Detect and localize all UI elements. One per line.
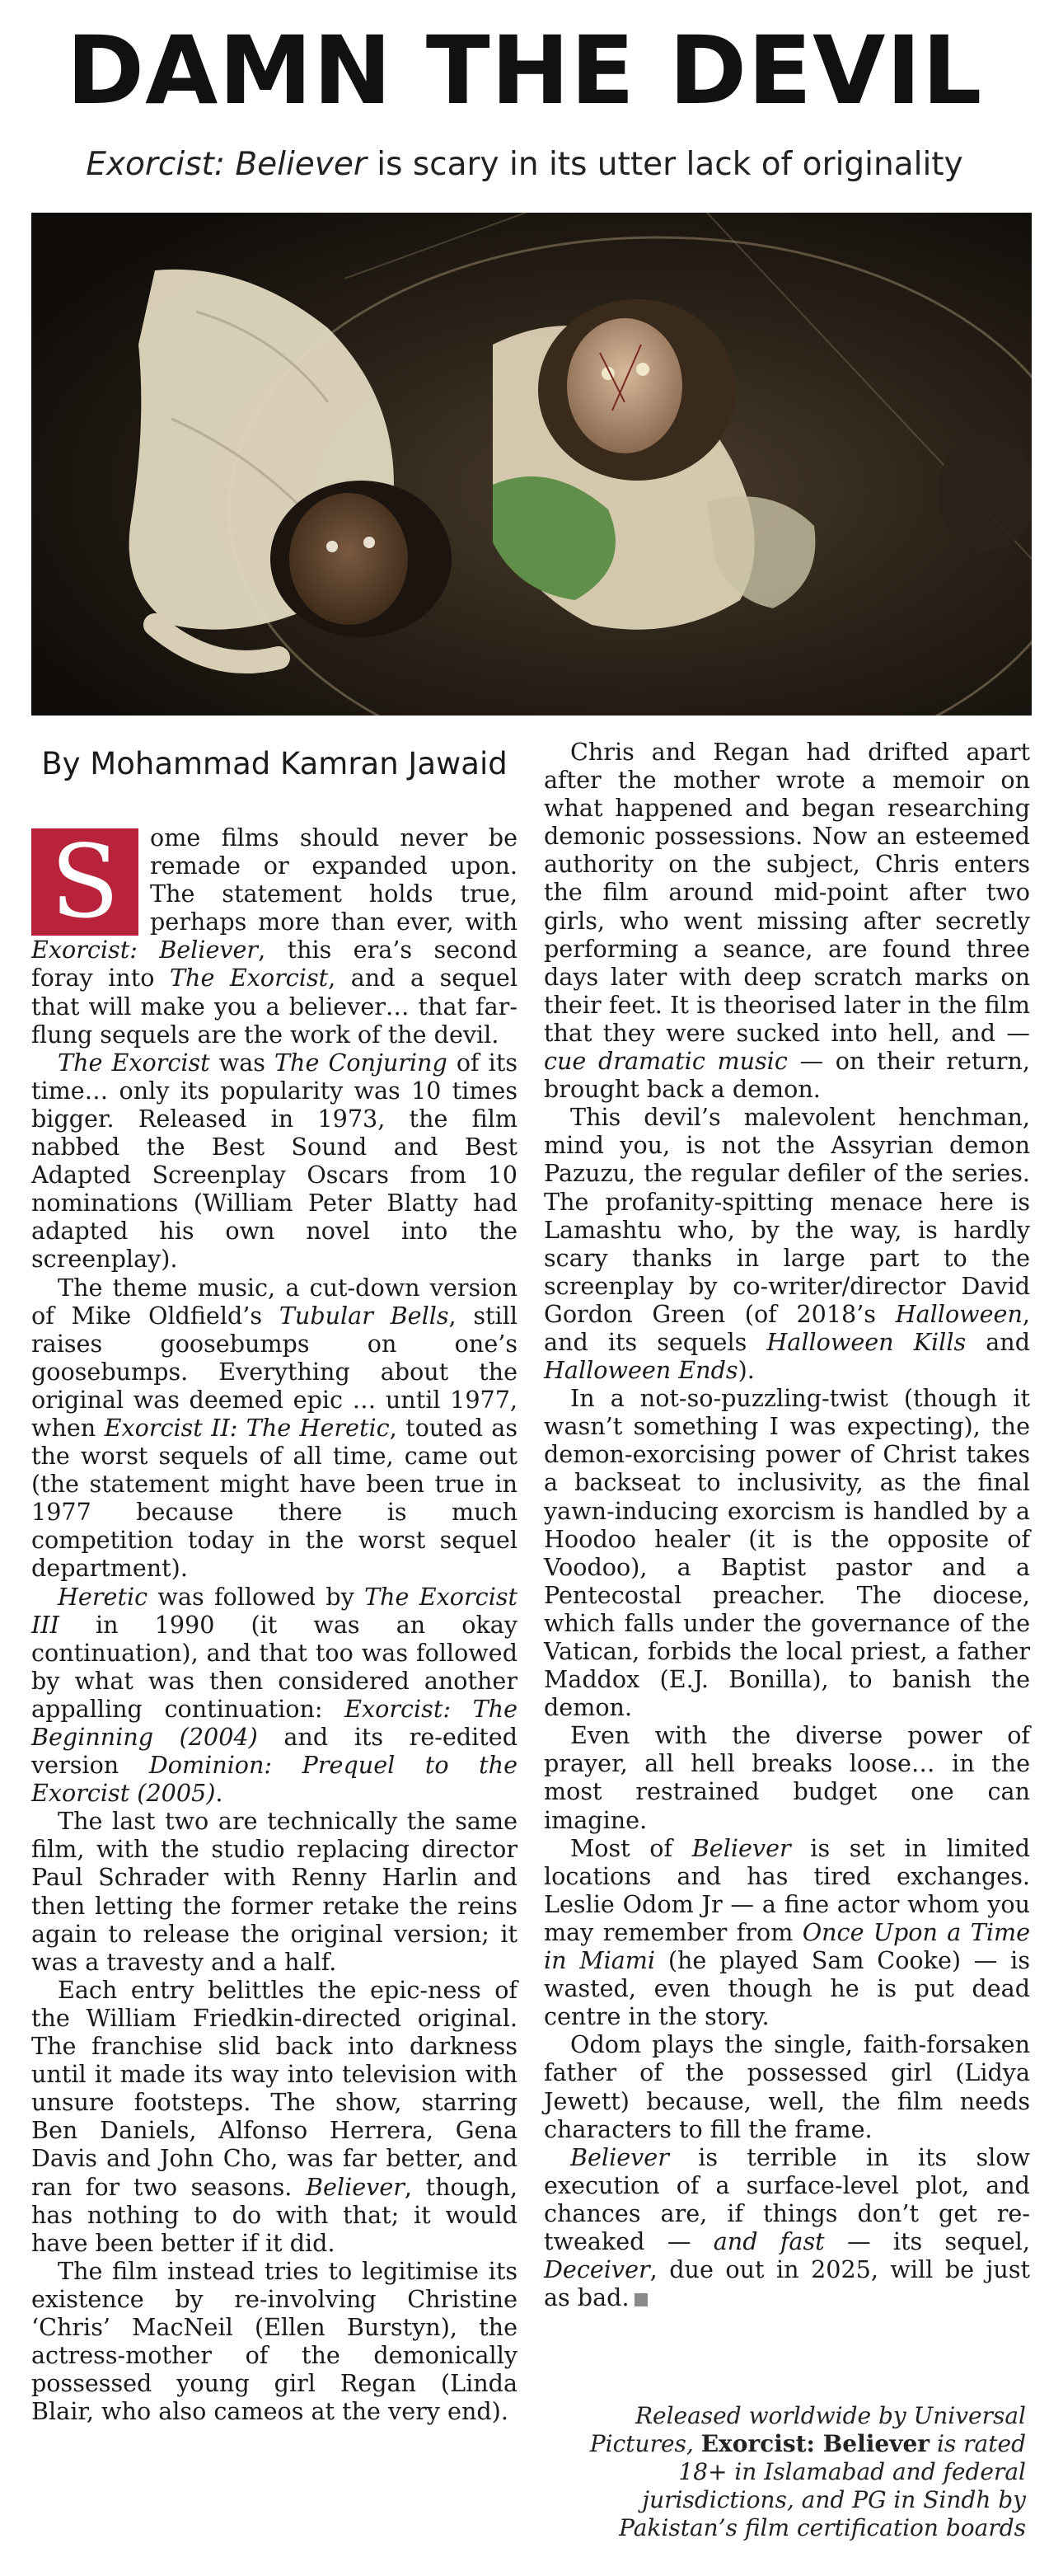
text-run: was <box>209 1048 274 1077</box>
article-paragraph: Even with the diverse power of prayer, all hell breaks loose… in the most restrained budget one can imagine. <box>544 1721 1030 1834</box>
text-run: is terrible in its slow execution of a surface-level plot, and chances are, if things don’t get re-tweaked — <box>544 2142 1030 2255</box>
subhead-title: Exorcist: Believer <box>86 146 367 183</box>
article-paragraph: In a not-so-puzzling-twist (though it wasn’t something I was expecting), the demon-exorcising power of Christ takes a backseat to inclusivity, as the final yawn-inducing exorcism is handled by a Hoodoo healer (it is the opposite of Voodoo), a Baptist pastor and a Pentecostal preacher. The diocese, which falls under the governance of the Vatican, forbids the local priest, a father Maddox (E.J. Bonilla), to banish the demon. <box>544 1384 1030 1722</box>
article-paragraph <box>31 1049 517 1274</box>
text-run: Chris and Regan had drifted apart after the mother wrote a memoir on what happened and began researching demonic possessions. Now an esteemed authority on the subject, Chris enters the film around mid-point after two girls, who went missing after secretly performing a seance, are found three days later with deep scratch marks on their feet. It is theorised later in the film that they were sucked into hell, and — <box>544 738 1030 1047</box>
text-run: — on their return, brought back a demon. <box>544 1047 1030 1104</box>
text-run: The theme music, a cut-down version of Mike Oldfield’s <box>31 1273 517 1330</box>
film-title: The Exorcist <box>169 964 329 992</box>
article-paragraph <box>31 1976 517 2257</box>
film-title: Deceiver <box>544 2255 650 2284</box>
article-column-left <box>31 738 517 2425</box>
article-paragraph <box>544 1834 1030 2031</box>
byline: By Mohammad Kamran Jawaid <box>41 746 508 781</box>
text-run: and its re-edited version <box>31 1723 517 1780</box>
film-title: Exorcist: The Beginning (2004) <box>31 1694 517 1751</box>
text-run: Each entry belittles the epic-ness of the William Friedkin-directed original. The franchise slid back into darkness until it made its way into television with unsure footsteps. The show, starring Ben Daniels, Alfonso Herrera, Gena Davis and John Cho, was far better, and ran for two seasons. <box>31 1975 517 2201</box>
text-run: and <box>966 1327 1030 1356</box>
article-paragraph: The last two are technically the same film, with the studio replacing director Paul Schrader with Renny Harlin and then letting the former retake the reins again to release the original version; it was a travesty and a half. <box>31 1807 517 1976</box>
subheadline <box>0 142 1049 188</box>
caption-film-title: Exorcist: Believer <box>700 2430 930 2457</box>
film-title: Exorcist: Believer <box>31 936 259 964</box>
caption-text: Released worldwide by Universal Pictures, <box>589 2402 1026 2457</box>
film-title: Dominion: Prequel to the Exorcist (2005) <box>31 1751 517 1808</box>
text-run: ). <box>738 1356 755 1385</box>
film-title: Halloween Ends <box>544 1356 738 1385</box>
article-paragraph <box>31 1583 517 1808</box>
film-title: The Exorcist III <box>31 1582 517 1639</box>
article-column-right <box>544 738 1030 2311</box>
drop-cap: S <box>31 828 138 936</box>
film-title: Halloween Kills <box>766 1327 967 1356</box>
film-title: Believer <box>691 1833 791 1862</box>
film-title: Believer <box>306 2172 405 2201</box>
film-title: Halloween <box>895 1299 1023 1328</box>
article-paragraph <box>544 738 1030 1103</box>
text-run: . <box>215 1779 223 1808</box>
text-run: , though, has nothing to do with that; it would have been better if it did. <box>31 2172 517 2257</box>
film-still-photo <box>31 213 1032 716</box>
italic-aside: cue dramatic music <box>544 1047 788 1076</box>
film-title: Believer <box>570 2142 669 2171</box>
article-paragraph: Odom plays the single, faith-forsaken father of the possessed girl (Lidya Jewett) because, well, the film needs characters to fill the frame. <box>544 2030 1030 2143</box>
film-title: The Exorcist <box>58 1048 210 1077</box>
article-paragraph <box>31 1274 517 1583</box>
film-title: Once Upon a Time in Miami <box>544 1917 1030 1975</box>
music-title: Tubular Bells <box>279 1301 449 1330</box>
caption-text: is rated 18+ in Islamabad and federal jurisdictions, and PG in Sindh by Pakistan’s film certification boards <box>619 2430 1026 2541</box>
text-run: (he played Sam Cooke) — is wasted, even though he is put dead centre in the story. <box>544 1946 1030 2031</box>
text-run: , and a sequel that will make you a believer… that far-flung sequels are the work of the devil. <box>31 964 517 1049</box>
text-run: in 1990 (it was an okay continuation), and that too was followed by what was then considered another appalling continuation: <box>31 1610 517 1723</box>
text-run: , touted as the worst sequels of all time, came out (the statement might have been true in 1977 because there is much competition today in the worst sequel department). <box>31 1413 517 1583</box>
film-title: Heretic <box>58 1582 148 1611</box>
text-run: — its sequel, <box>824 2226 1030 2255</box>
article-photo <box>31 213 1032 716</box>
text-run: of its time… only its popularity was 10 times bigger. Released in 1973, the film nabbed the Best Sound and Best Adapted Screenplay Oscars from 10 nominations (William Peter Blatty had adapted his own novel into the screenplay). <box>31 1048 517 1274</box>
text-run: , and its sequels <box>544 1299 1030 1356</box>
article-paragraph <box>31 823 517 1049</box>
photo-caption <box>569 2402 1026 2542</box>
text-run: This devil’s malevolent henchman, mind you, is not the Assyrian demon Pazuzu, the regular defiler of the series. The profanity-spitting menace here is Lamashtu who, by the way, is hardly scary thanks in large part to the screenplay by co-writer/director David Gordon Green (of 2018’s <box>544 1103 1030 1328</box>
subhead-rest: is scary in its utter lack of originality <box>366 146 963 183</box>
text-run: , still raises goosebumps on one’s goosebumps. Everything about the original was deemed epic … until 1977, when <box>31 1301 517 1442</box>
article-paragraph: The film instead tries to legitimise its existence by re-involving Christine ‘Chris’ MacNeil (Ellen Burstyn), the actress-mother of the demonically possessed young girl Regan (Linda Blair, who also cameos at the very end). <box>31 2256 517 2426</box>
text-run: was followed by <box>148 1582 365 1611</box>
text-run: , this era’s second foray into <box>31 936 517 992</box>
end-mark-icon <box>635 2293 648 2306</box>
italic-aside: and fast <box>713 2226 825 2255</box>
film-title: Exorcist II: The Heretic <box>104 1413 390 1442</box>
text-run: is set in limited locations and has tired exchanges. Leslie Odom Jr — a fine actor whom you may remember from <box>544 1833 1030 1946</box>
article-paragraph <box>544 2143 1030 2312</box>
article-paragraph <box>544 1103 1030 1384</box>
headline: DAMN THE DEVIL <box>66 16 983 125</box>
text-run: , due out in 2025, will be just as bad. <box>544 2255 1030 2312</box>
text-run: Most of <box>570 1833 692 1862</box>
text-run: ome films should never be remade or expanded upon. The statement holds true, perhaps more than ever, with <box>150 823 517 936</box>
film-title: The Conjuring <box>274 1048 447 1077</box>
